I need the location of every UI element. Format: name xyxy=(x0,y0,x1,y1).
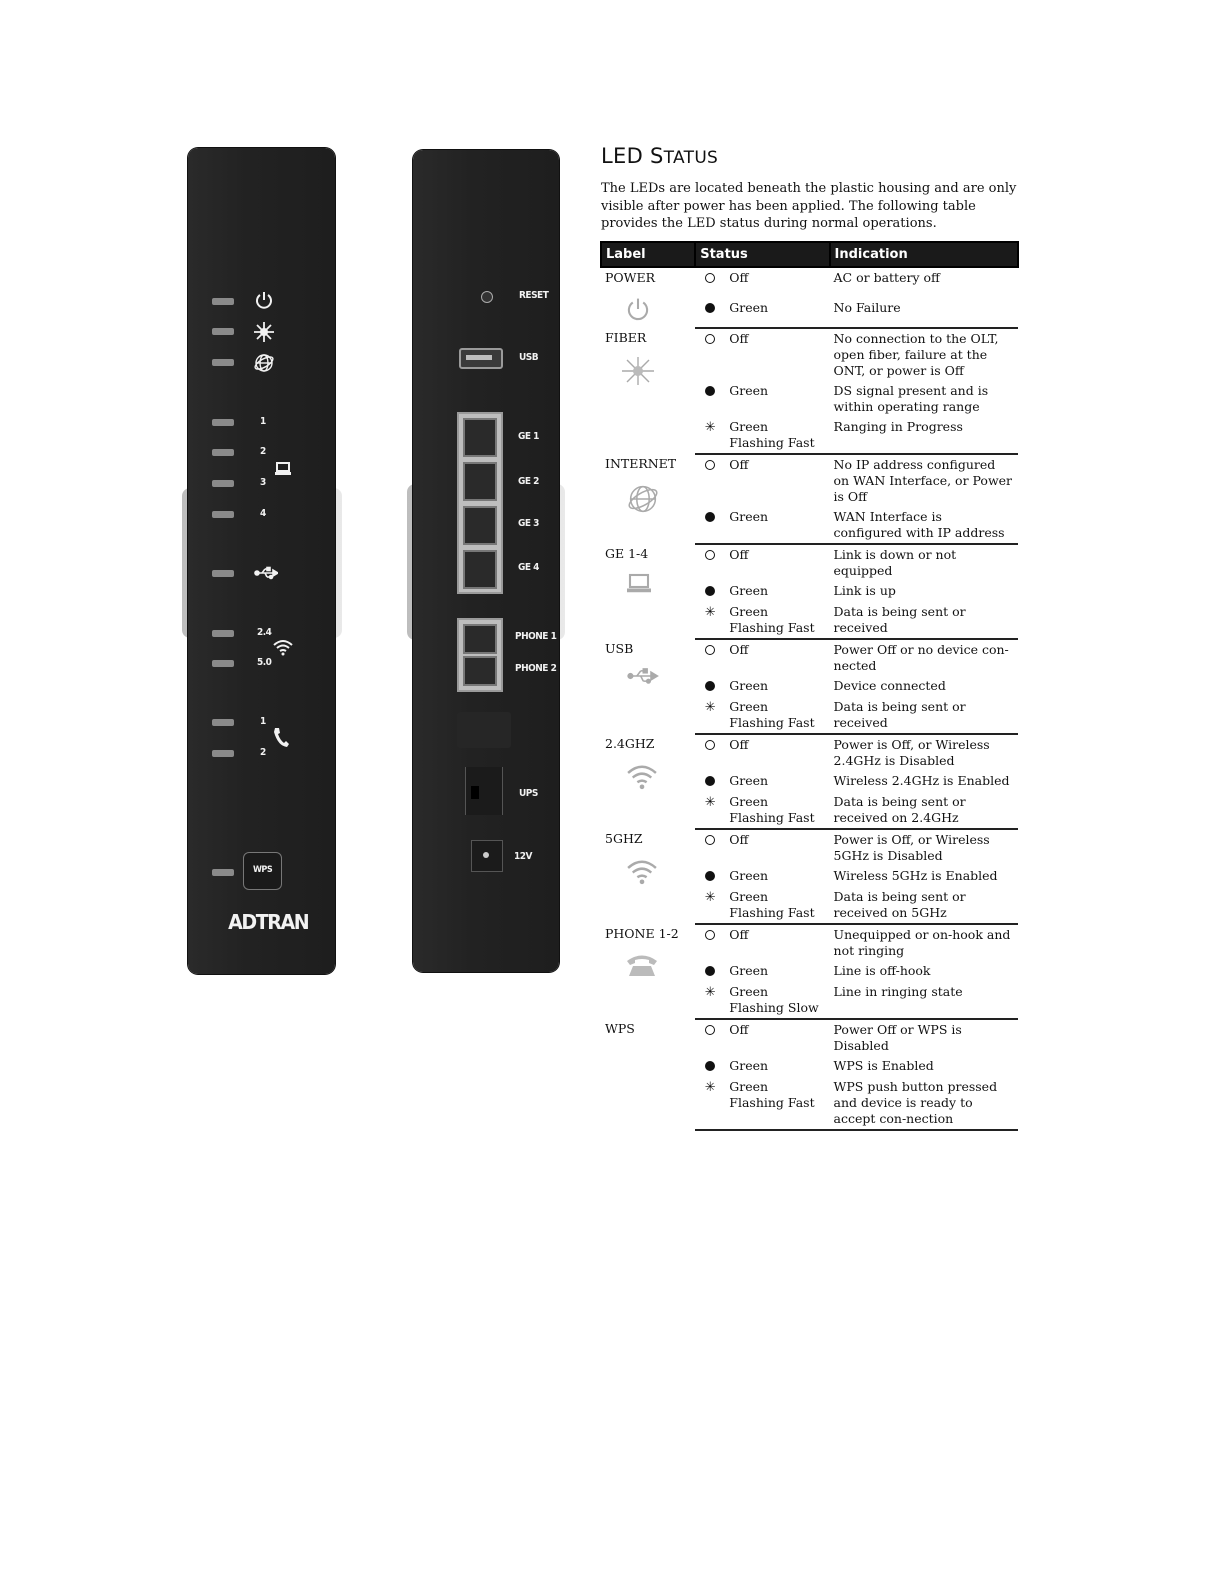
led-off-icon xyxy=(705,550,715,560)
status-marker xyxy=(695,417,725,454)
led-off-icon xyxy=(705,334,715,344)
power-icon xyxy=(605,296,691,326)
led-off-icon xyxy=(705,835,715,845)
rear-label-ge1: GE 1 xyxy=(518,431,539,442)
header-status: Status xyxy=(695,242,829,267)
front-label-ge4: 4 xyxy=(260,508,266,519)
status-text: Green xyxy=(729,963,769,978)
led-on-icon xyxy=(705,303,715,313)
header-indication: Indication xyxy=(830,242,1018,267)
table-row xyxy=(601,639,1018,676)
led-phone2 xyxy=(212,750,234,757)
status-text: Off xyxy=(729,457,749,472)
indication-text: DS signal present and is within operating range xyxy=(833,383,989,414)
led-off-icon xyxy=(705,460,715,470)
led-ge3 xyxy=(212,480,234,487)
rear-label-12v: 12V xyxy=(514,851,532,862)
indication-text: Data is being sent or received xyxy=(830,697,1018,734)
row-label-text: FIBER xyxy=(605,330,647,345)
indication-text: Wireless 2.4GHz is Enabled xyxy=(833,773,1010,788)
led-flashing-icon: ✳ xyxy=(704,700,716,715)
indication-text: No Failure xyxy=(830,298,1018,329)
status-marker xyxy=(695,734,725,771)
indication-text: Data is being sent or received xyxy=(830,602,1018,639)
status-marker xyxy=(695,454,725,507)
indication-text: Wireless 5GHz is Enabled xyxy=(833,868,998,883)
status-marker xyxy=(695,1077,725,1130)
fiber-icon xyxy=(605,356,691,390)
status-text: Green Flashing Fast xyxy=(725,417,829,454)
status-text: Green Flashing Fast xyxy=(725,602,829,639)
power-icon xyxy=(254,290,274,310)
table-row xyxy=(601,267,1018,298)
status-marker xyxy=(695,961,725,982)
status-marker xyxy=(695,298,725,329)
indication-text: Power Off or WPS is Disabled xyxy=(833,1022,962,1053)
row-label-text: PHONE 1-2 xyxy=(605,926,679,941)
rear-label-ge3: GE 3 xyxy=(518,518,539,529)
led-flashing-icon: ✳ xyxy=(704,985,716,1000)
led-usb xyxy=(212,570,234,577)
status-marker xyxy=(695,602,725,639)
status-text: Green Flashing Fast xyxy=(725,887,829,924)
table-body xyxy=(601,267,1018,1130)
front-label-ge3: 3 xyxy=(260,477,266,488)
led-power xyxy=(212,298,234,305)
led-on-icon xyxy=(705,776,715,786)
internet-icon xyxy=(253,352,275,374)
status-text: Green Flashing Fast xyxy=(725,697,829,734)
indication-text: WAN Interface is configured with IP address xyxy=(830,507,1018,544)
led-flashing-icon: ✳ xyxy=(704,420,716,435)
row-label-text: WPS xyxy=(605,1021,635,1036)
table-row xyxy=(601,454,1018,507)
row-label-text: GE 1-4 xyxy=(605,546,649,561)
internet-icon xyxy=(605,482,691,520)
indication-text: Device connected xyxy=(833,678,946,693)
phone-port-2[interactable] xyxy=(463,656,497,686)
led-on-icon xyxy=(705,966,715,976)
led-on-icon xyxy=(705,512,715,522)
usb-port-tongue xyxy=(466,355,492,360)
wifi-icon xyxy=(605,857,691,889)
status-text: Green xyxy=(725,507,829,544)
status-text: Off xyxy=(729,927,749,942)
indication-text: WPS push button pressed and device is ready to accept con-nection xyxy=(830,1077,1018,1130)
status-marker xyxy=(695,544,725,581)
led-ge2 xyxy=(212,449,234,456)
indication-text: Link is up xyxy=(833,583,896,598)
section-title-rest: TATUS xyxy=(663,148,719,168)
indication-text: Power Off or no device con-nected xyxy=(833,642,1009,673)
led-internet xyxy=(212,359,234,366)
status-marker xyxy=(695,381,725,417)
usb-icon xyxy=(254,566,278,580)
led-status-table xyxy=(600,241,1019,1131)
indication-text: Power is Off, or Wireless 2.4GHz is Disabled xyxy=(833,737,990,768)
section-title-first: LED S xyxy=(601,144,664,168)
status-text: Green xyxy=(729,1058,769,1073)
row-label xyxy=(601,1019,695,1130)
rear-label-phone2: PHONE 2 xyxy=(515,663,557,674)
indication-text: Ranging in Progress xyxy=(830,417,1018,454)
status-text: Green Flashing Fast xyxy=(725,792,829,829)
status-text: Green Flashing Slow xyxy=(725,982,829,1019)
ge-port-block xyxy=(457,412,503,594)
status-text: Off xyxy=(729,832,749,847)
front-panel xyxy=(188,148,335,974)
led-flashing-icon: ✳ xyxy=(704,1080,716,1095)
indication-text: No connection to the OLT, open fiber, failure at the ONT, or power is Off xyxy=(833,331,999,378)
status-marker xyxy=(695,697,725,734)
laptop-icon xyxy=(274,461,292,477)
status-text: Off xyxy=(729,270,749,285)
led-ge1 xyxy=(212,419,234,426)
phone-port-block xyxy=(457,618,503,692)
led-off-icon xyxy=(705,645,715,655)
led-fiber xyxy=(212,328,234,335)
power-jack-pin xyxy=(483,852,489,858)
rear-label-reset: RESET xyxy=(519,290,549,301)
adtran-logo: ADTRAN xyxy=(228,910,309,934)
led-ge4 xyxy=(212,511,234,518)
fiber-icon xyxy=(253,321,275,343)
blank-cover xyxy=(457,712,511,748)
status-text: Off xyxy=(729,737,749,752)
status-text: Green xyxy=(729,773,769,788)
indication-text: WPS is Enabled xyxy=(833,1058,934,1073)
led-off-icon xyxy=(705,930,715,940)
led-flashing-icon: ✳ xyxy=(704,795,716,810)
indication-text: Link is down or not equipped xyxy=(833,547,957,578)
status-marker xyxy=(695,639,725,676)
led-wps xyxy=(212,869,234,876)
status-marker xyxy=(695,581,725,602)
phone-port-1[interactable] xyxy=(463,624,497,654)
front-label-phone1: 1 xyxy=(260,716,266,727)
led-on-icon xyxy=(705,871,715,881)
row-label xyxy=(601,454,695,544)
table-row xyxy=(601,328,1018,381)
table-row xyxy=(601,734,1018,771)
rear-label-phone1: PHONE 1 xyxy=(515,631,557,642)
rear-panel xyxy=(413,150,559,972)
led-on-icon xyxy=(705,1061,715,1071)
status-marker xyxy=(695,866,725,887)
ge-port-3[interactable] xyxy=(463,506,497,545)
front-label-wifi50: 5.0 xyxy=(257,657,272,668)
status-text: Green xyxy=(725,298,829,329)
led-on-icon xyxy=(705,586,715,596)
reset-button[interactable] xyxy=(481,291,493,303)
front-label-ge2: 2 xyxy=(260,446,266,457)
status-marker xyxy=(695,1019,725,1056)
row-label xyxy=(601,639,695,734)
row-label-text: 5GHZ xyxy=(605,831,643,846)
intro-paragraph: The LEDs are located beneath the plastic housing and are only visible after power has been applied. The following table provides the LED status during normal operations. xyxy=(601,181,1017,231)
ups-port[interactable] xyxy=(465,767,503,815)
indication-text: Unequipped or on-hook and not ringing xyxy=(833,927,1011,958)
phone-icon xyxy=(272,726,290,748)
header-label: Label xyxy=(601,242,695,267)
usb-icon xyxy=(605,667,691,689)
status-marker xyxy=(695,328,725,381)
section-title xyxy=(601,144,718,168)
rear-label-ge2: GE 2 xyxy=(518,476,539,487)
row-label xyxy=(601,734,695,829)
row-label-text: 2.4GHZ xyxy=(605,736,655,751)
indication-text: Power is Off, or Wireless 5GHz is Disabled xyxy=(833,832,990,863)
wifi-icon xyxy=(605,762,691,794)
status-marker xyxy=(695,792,725,829)
usb-port[interactable] xyxy=(459,348,503,369)
indication-text: Data is being sent or received on 2.4GHz xyxy=(830,792,1018,829)
status-text: Green xyxy=(729,678,769,693)
telephone-icon xyxy=(605,952,691,982)
wps-button[interactable] xyxy=(243,852,282,890)
table-row xyxy=(601,829,1018,866)
status-marker xyxy=(695,1056,725,1077)
led-flashing-icon: ✳ xyxy=(704,890,716,905)
status-text: Off xyxy=(729,331,749,346)
rear-label-usb: USB xyxy=(519,352,539,363)
row-label xyxy=(601,829,695,924)
row-label xyxy=(601,544,695,639)
front-label-wifi24: 2.4 xyxy=(257,627,272,638)
led-on-icon xyxy=(705,386,715,396)
status-text: Off xyxy=(729,642,749,657)
status-text: Green xyxy=(729,583,769,598)
table-header-row xyxy=(601,242,1018,267)
rear-label-ups: UPS xyxy=(519,788,538,799)
led-on-icon xyxy=(705,681,715,691)
status-marker xyxy=(695,771,725,792)
indication-text: AC or battery off xyxy=(833,270,940,285)
led-off-icon xyxy=(705,1025,715,1035)
status-marker xyxy=(695,887,725,924)
ge-port-2[interactable] xyxy=(463,462,497,501)
led-flashing-icon: ✳ xyxy=(704,605,716,620)
wifi-icon xyxy=(272,638,294,656)
status-text: Off xyxy=(729,547,749,562)
led-off-icon xyxy=(705,273,715,283)
status-marker xyxy=(695,507,725,544)
status-text: Green Flashing Fast xyxy=(725,1077,829,1130)
front-label-ge1: 1 xyxy=(260,416,266,427)
status-text: Green xyxy=(729,383,769,398)
row-label-text: INTERNET xyxy=(605,456,677,471)
indication-text: No IP address configured on WAN Interface, or Power is Off xyxy=(833,457,1013,504)
front-label-phone2: 2 xyxy=(260,747,266,758)
led-off-icon xyxy=(705,740,715,750)
led-wifi24 xyxy=(212,630,234,637)
status-marker xyxy=(695,829,725,866)
led-phone1 xyxy=(212,719,234,726)
ge-port-4[interactable] xyxy=(463,550,497,589)
laptop-icon xyxy=(605,572,691,600)
ge-port-1[interactable] xyxy=(463,418,497,457)
status-marker xyxy=(695,924,725,961)
row-label xyxy=(601,267,695,328)
table-row xyxy=(601,1019,1018,1056)
row-label xyxy=(601,328,695,454)
table-row xyxy=(601,924,1018,961)
row-label xyxy=(601,924,695,1019)
status-marker xyxy=(695,982,725,1019)
row-label-text: USB xyxy=(605,641,634,656)
power-jack[interactable] xyxy=(471,840,503,872)
led-wifi50 xyxy=(212,660,234,667)
status-text: Green xyxy=(729,868,769,883)
table-row xyxy=(601,544,1018,581)
wps-button-label: WPS xyxy=(253,865,273,875)
indication-text: Line is off-hook xyxy=(833,963,931,978)
rear-label-ge4: GE 4 xyxy=(518,562,539,573)
status-text: Off xyxy=(729,1022,749,1037)
ups-port-pin xyxy=(471,786,479,799)
indication-text: Data is being sent or received on 5GHz xyxy=(830,887,1018,924)
row-label-text: POWER xyxy=(605,270,656,285)
indication-text: Line in ringing state xyxy=(830,982,1018,1019)
status-marker xyxy=(695,267,725,298)
status-marker xyxy=(695,676,725,697)
